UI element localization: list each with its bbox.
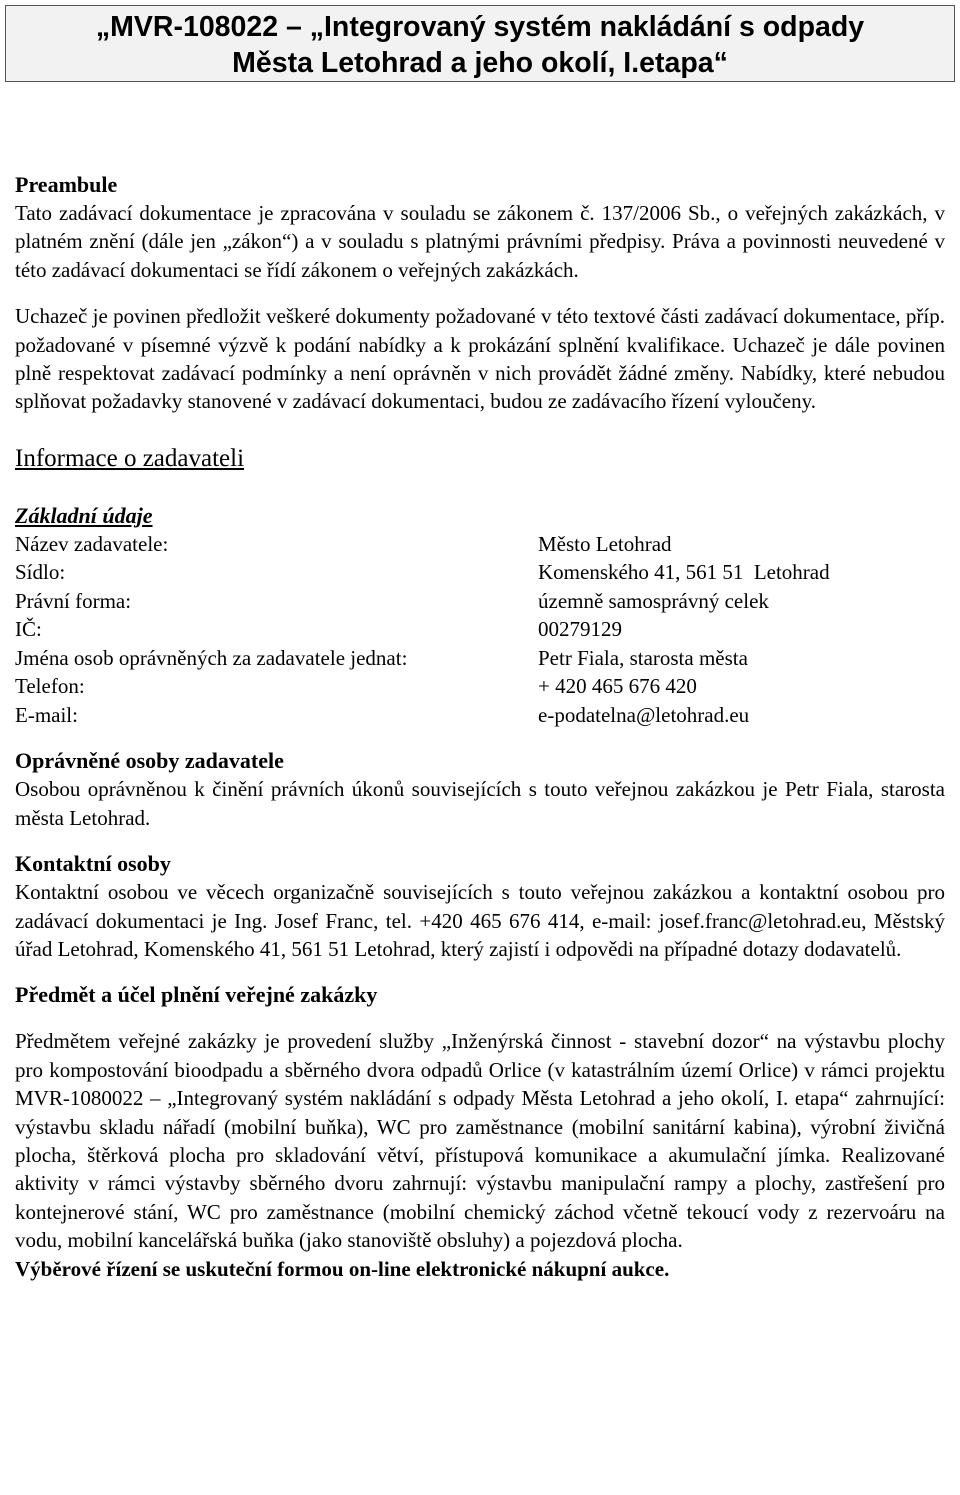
basic-data-table [15,530,945,730]
data-row [15,615,945,644]
document-title-line-2: Města Letohrad a jeho okolí, I.etapa“ [232,47,728,79]
data-value: Petr Fiala, starosta města [538,645,748,670]
document-title-line-1: „MVR-108022 – „Integrovaný systém nakládání s odpady [95,11,865,43]
subject-text: Předmětem veřejné zakázky je provedení služby „Inženýrská činnost - stavební dozor“ na výstavbu plochy pro kompostování bioodpadu a sběrného dvora odpadů Orlice (v katastrálním území Orlice) v rámci projektu MVR-1080022 – „Integrovaný systém nakládání s odpady Města Letohrad a jeho okolí, I. etapa“ zahrnující: výstavbu skladu nářadí (mobilní buňka), WC pro zaměstnance (mobilní sanitární kabina), výrobní živičná plocha, štěrková plocha pro skladování větví, přístupová komunikace a akumulační jímka. Realizované aktivity v rámci výstavby sběrného dvoru zahrnují: výstavbu manipulační rampy a plochy, zastřešení pro kontejnerové stání, WC pro zaměstnance (mobilní chemický záchod včetně tekoucí vody z rezervoáru na vodu, mobilní kancelářská buňka (jako stanoviště obsluhy) a pojezdová plocha. [15,1029,945,1253]
data-row [15,701,945,730]
data-label: IČ: [15,617,42,642]
authorized-persons-heading: Oprávněné osoby zadavatele [15,748,284,774]
data-label: Telefon: [15,674,85,699]
data-label: Jména osob oprávněných za zadavatele jednat: [15,645,408,670]
preamble-heading: Preambule [15,172,118,197]
data-value: Město Letohrad [538,531,672,556]
data-row [15,587,945,616]
data-row [15,530,945,559]
email-value: e-podatelna@letohrad.eu [538,702,750,727]
subject-heading: Předmět a účel plnění veřejné zakázky [15,982,378,1008]
data-row [15,644,945,673]
document-title-box [5,5,955,82]
info-heading: Informace o zadavateli [15,444,245,472]
data-label: E-mail: [15,702,78,727]
data-label: Sídlo: [15,560,66,585]
preamble-paragraph-2: Uchazeč je povinen předložit veškeré dokumenty požadované v této textové části zadávací dokumentace, příp. požadované v písemné výzvě k podání nabídky a k prokázání splnění kvalifikace. Uchazeč je dále povinen plně respektovat zadávací podmínky a není oprávněn v nich provádět žádné změny. Nabídky, které nebudou splňovat požadavky stanovené v zadávací dokumentaci, budou ze zadávacího řízení vyloučeny. [15,304,945,414]
data-label: Právní forma: [15,588,132,613]
data-value: Komenského 41, 561 51 Letohrad [538,560,830,585]
data-value: + 420 465 676 420 [538,674,697,699]
authorized-persons-text: Osobou oprávněnou k činění právních úkonů souvisejících s touto veřejnou zakázkou je Petr Fiala, starosta města Letohrad. [15,777,945,830]
data-row [15,672,945,701]
preamble-paragraph-1: Tato zadávací dokumentace je zpracována v souladu se zákonem č. 137/2006 Sb., o veřejných zakázkách, v platném znění (dále jen „zákon“) a v souladu s platnými právními předpisy. Práva a povinnosti neuvedené v této zadávací dokumentaci se řídí zákonem o veřejných zakázkách. [15,201,945,282]
contact-persons-text: Kontaktní osobou ve věcech organizačně souvisejících s touto veřejnou zakázkou a kontaktní osobou pro zadávací dokumentaci je Ing. Josef Franc, tel. +420 465 676 414, e-mail: josef.franc@letohrad.eu, Městský úřad Letohrad, Komenského 41, 561 51 Letohrad, který zajistí i odpovědi na případné dotazy dodavatelů. [15,880,945,961]
document-body [15,171,945,1283]
contact-persons-heading: Kontaktní osoby [15,851,171,877]
data-label: Název zadavatele: [15,531,169,556]
data-row [15,558,945,587]
data-value: územně samosprávný celek [538,588,769,613]
auction-note: Výběrové řízení se uskuteční formou on-line elektronické nákupní aukce. [15,1256,670,1281]
data-value: 00279129 [538,617,622,642]
basic-data-heading: Základní údaje [15,502,153,528]
